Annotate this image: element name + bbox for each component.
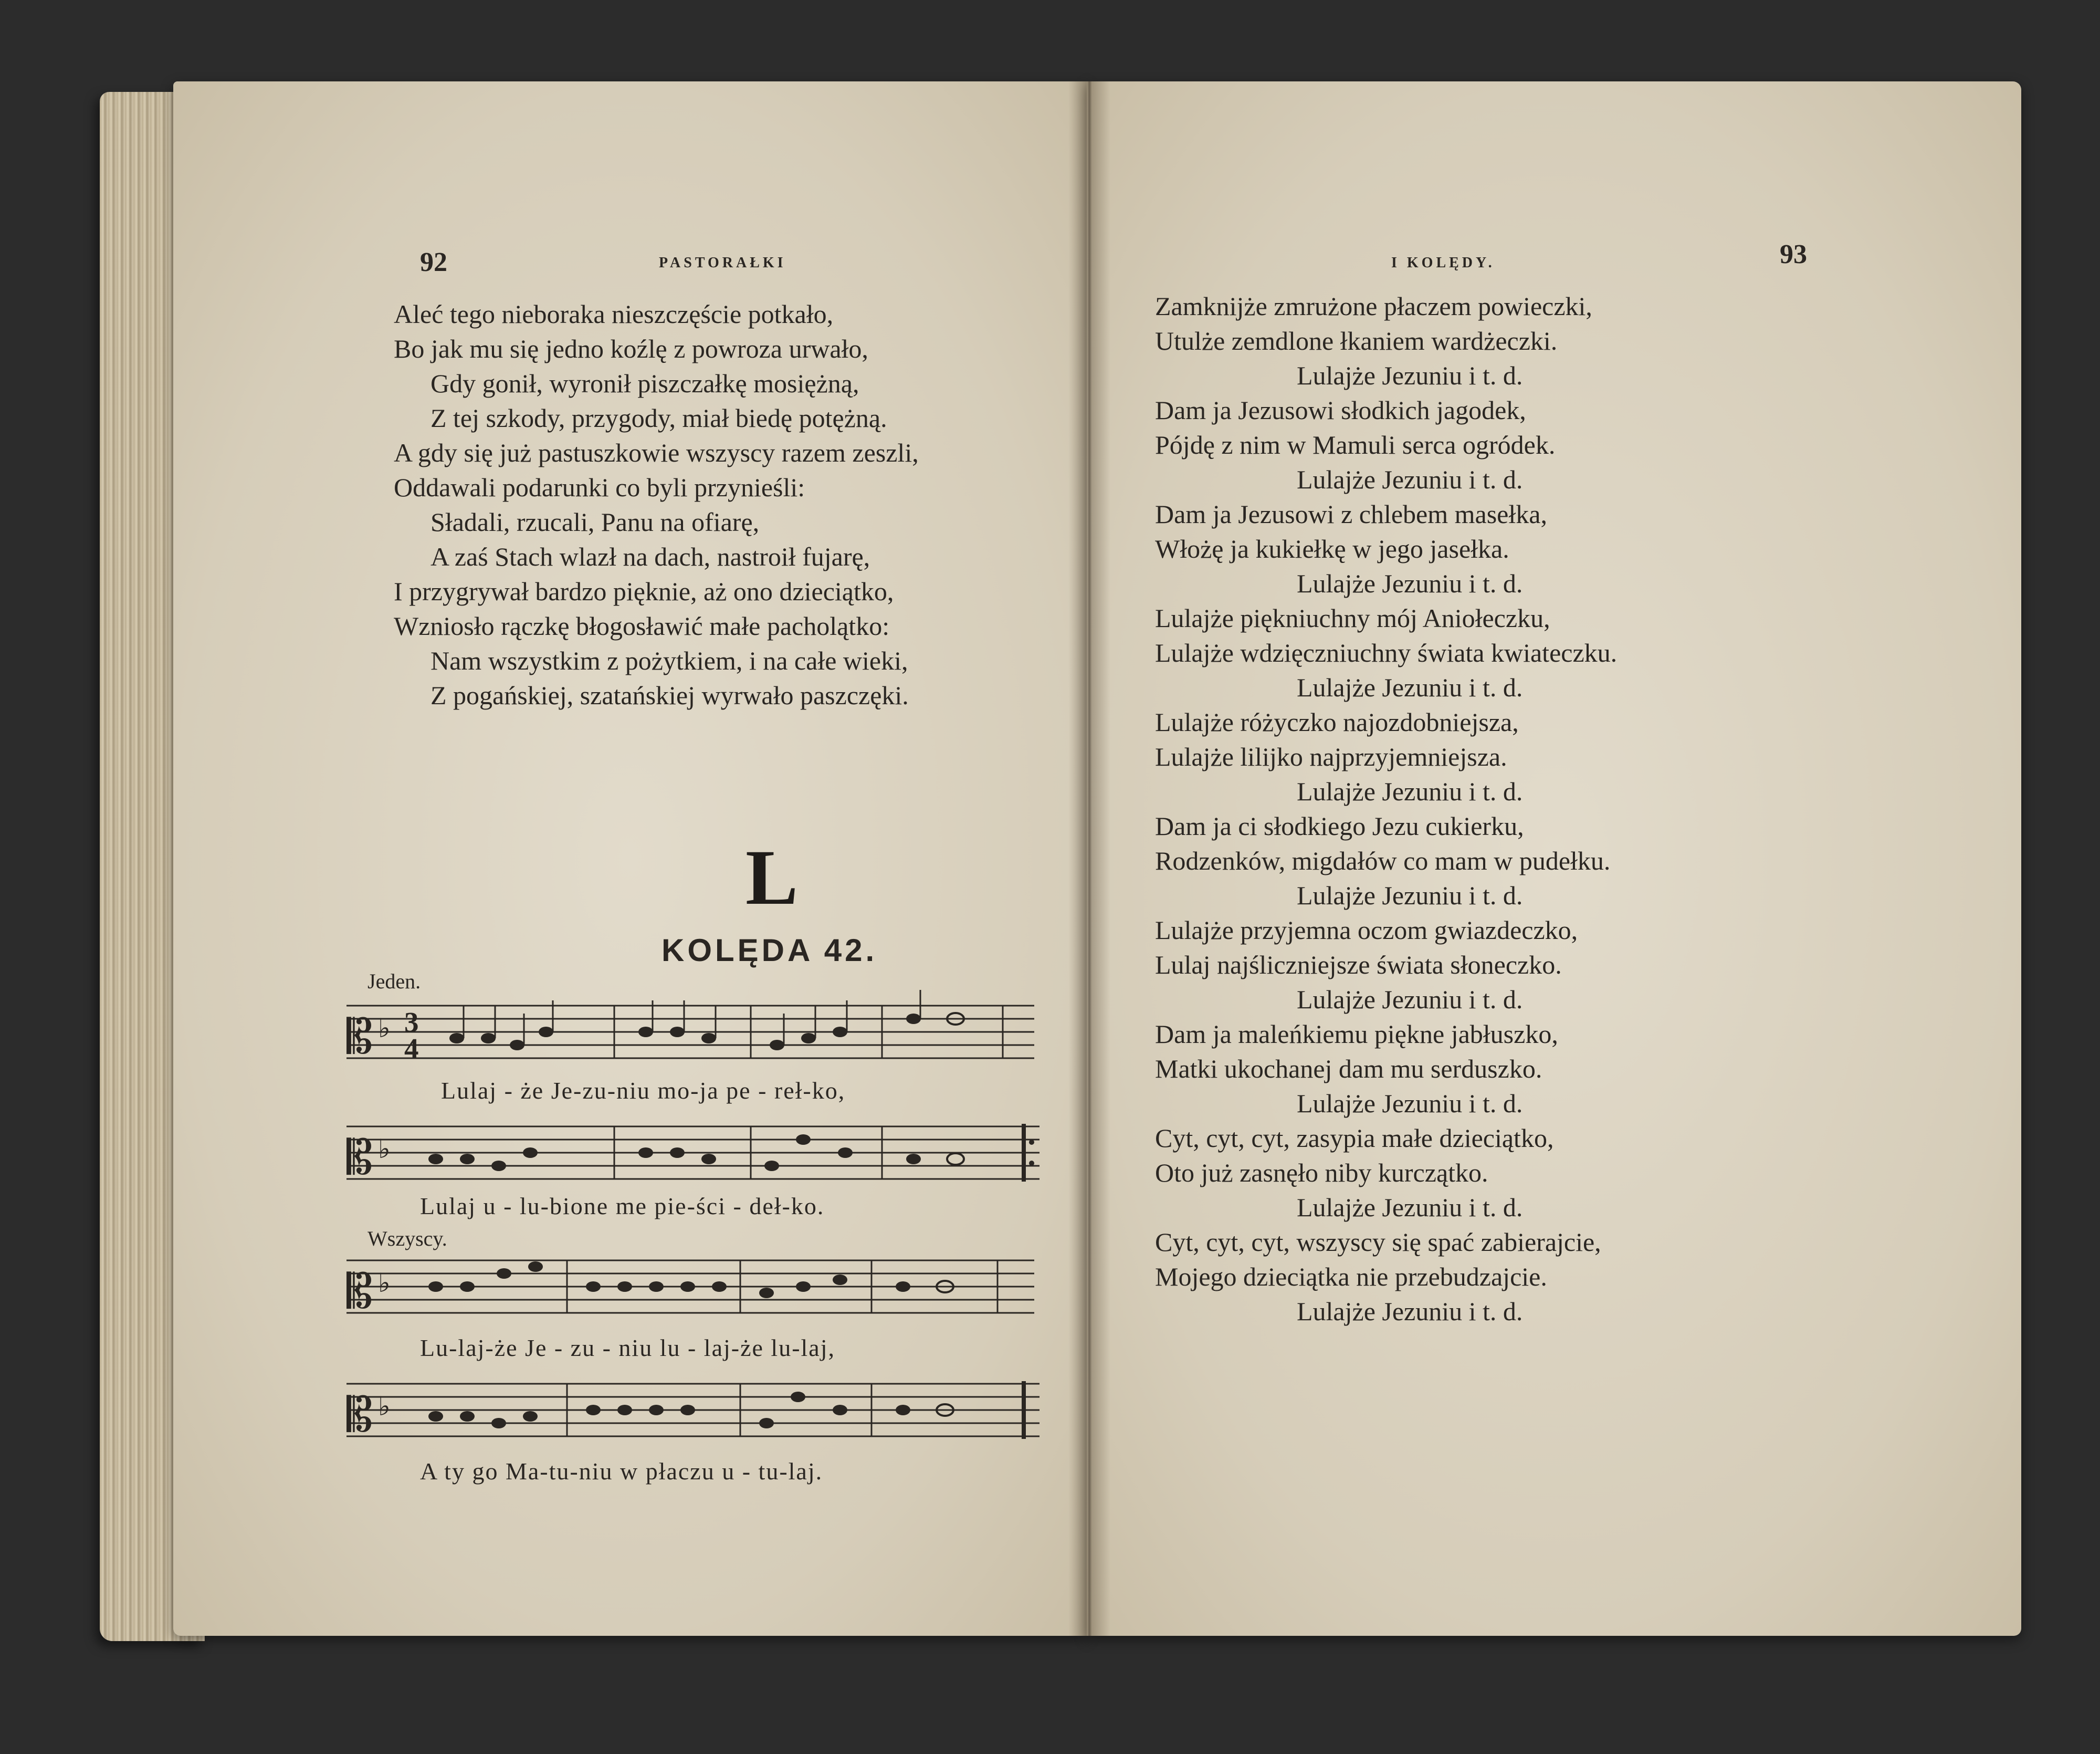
music-lyric-1: Lulaj - że Je-zu-niu mo-ja pe - reł-ko, — [441, 1077, 846, 1104]
verse-line: Dam ja maleńkiemu piękne jabłuszko, — [1155, 1019, 1558, 1049]
music-lyric-4: A ty go Ma-tu-niu w płaczu u - tu-laj. — [420, 1458, 823, 1485]
right-running-head: I KOLĘDY. — [1391, 255, 1495, 271]
voice-label-all: Wszyscy. — [368, 1227, 447, 1250]
left-verse-block — [394, 297, 919, 713]
svg-text:𝄡: 𝄡 — [346, 1009, 373, 1064]
book-gutter — [1068, 81, 1110, 1636]
refrain-line: Lulajże Jezuniu i t. d. — [1297, 777, 1523, 806]
right-verse-block — [1155, 289, 1617, 1329]
voice-label-solo: Jeden. — [368, 969, 421, 993]
verse-line: I przygrywał bardzo pięknie, aż ono dzieciątko, — [394, 577, 894, 606]
verse-line: Pójdę z nim w Mamuli serca ogródek. — [1155, 430, 1556, 460]
refrain-line: Lulajże Jezuniu i t. d. — [1297, 881, 1523, 910]
refrain-line: Lulajże Jezuniu i t. d. — [1297, 361, 1523, 390]
music-lyric-3: Lu-laj-że Je - zu - niu lu - laj-że lu-laj, — [420, 1334, 836, 1361]
refrain-line: Lulajże Jezuniu i t. d. — [1297, 673, 1523, 702]
music-staff-2 — [341, 1111, 1055, 1195]
svg-text:𝄡: 𝄡 — [346, 1264, 373, 1319]
verse-line: Lulajże wdzięczniuchny świata kwiateczku. — [1155, 638, 1618, 667]
verse-line: Oto już zasnęło niby kurczątko. — [1155, 1158, 1488, 1187]
open-book — [100, 76, 2021, 1657]
verse-line: Lulajże lilijko najprzyjemniejsza. — [1155, 742, 1507, 771]
verse-line: Oddawali podarunki co byli przynieśli: — [394, 473, 805, 502]
music-staff-3 — [341, 1245, 1045, 1329]
verse-line: Sładali, rzucali, Panu na ofiarę, — [430, 507, 760, 537]
verse-line: Dam ja ci słodkiego Jezu cukierku, — [1155, 811, 1524, 841]
verse-line: Rodzenków, migdałów co mam w pudełku. — [1155, 846, 1611, 875]
svg-text:♭: ♭ — [378, 1392, 391, 1421]
verse-line: Lulajże piękniuchny mój Aniołeczku, — [1155, 603, 1550, 633]
svg-text:3: 3 — [404, 1006, 419, 1038]
verse-line: Gdy gonił, wyronił piszczałkę mosiężną, — [430, 369, 859, 398]
refrain-line: Lulajże Jezuniu i t. d. — [1297, 985, 1523, 1014]
refrain-line: Lulajże Jezuniu i t. d. — [1297, 1193, 1523, 1222]
left-page — [173, 81, 1087, 1636]
verse-line: Dam ja Jezusowi słodkich jagodek, — [1155, 395, 1526, 425]
left-page-number: 92 — [420, 247, 447, 277]
svg-text:♭: ♭ — [378, 1268, 391, 1298]
svg-text:𝄡: 𝄡 — [346, 1387, 373, 1443]
music-staff-4 — [341, 1368, 1055, 1452]
music-lyric-2: Lulaj u - lu-bione me pie-ści - deł-ko. — [420, 1193, 825, 1219]
refrain-line: Lulajże Jezuniu i t. d. — [1297, 1089, 1523, 1118]
verse-line: Wzniosło rączkę błogosławić małe pacholątko: — [394, 611, 890, 641]
refrain-line: Lulajże Jezuniu i t. d. — [1297, 569, 1523, 598]
verse-line: Lulaj najśliczniejsze świata słoneczko. — [1155, 950, 1562, 979]
right-page-number: 93 — [1780, 239, 1807, 269]
verse-line: Włożę ja kukiełkę w jego jasełka. — [1155, 534, 1509, 563]
music-staff-1 — [341, 990, 1045, 1079]
verse-line: Dam ja Jezusowi z chlebem masełka, — [1155, 499, 1547, 529]
verse-line: Nam wszystkim z pożytkiem, i na całe wieki, — [430, 646, 908, 675]
refrain-line: Lulajże Jezuniu i t. d. — [1297, 465, 1523, 494]
section-numeral: L — [746, 834, 799, 921]
svg-text:4: 4 — [404, 1032, 419, 1064]
verse-line: Lulajże przyjemna oczom gwiazdeczko, — [1155, 915, 1578, 945]
verse-line: A zaś Stach wlazł na dach, nastroił fujarę, — [430, 542, 870, 571]
song-title: KOLĘDA 42. — [662, 933, 878, 968]
svg-text:𝄡: 𝄡 — [346, 1130, 373, 1185]
refrain-line: Lulajże Jezuniu i t. d. — [1297, 1297, 1523, 1326]
svg-text:♭: ♭ — [378, 1134, 391, 1164]
verse-line: Z tej szkody, przygody, miał biedę potężną. — [430, 403, 887, 433]
verse-line: Lulajże różyczko najozdobniejsza, — [1155, 707, 1519, 737]
verse-line: Mojego dzieciątka nie przebudzajcie. — [1155, 1262, 1547, 1291]
verse-line: Bo jak mu się jedno koźlę z powroza urwało, — [394, 334, 868, 363]
verse-line: Cyt, cyt, cyt, wszyscy się spać zabierajcie, — [1155, 1227, 1601, 1257]
left-running-head: PASTORAŁKI — [659, 255, 786, 271]
verse-line: Zamknijże zmrużone płaczem powieczki, — [1155, 291, 1592, 321]
verse-line: Z pogańskiej, szatańskiej wyrwało paszczęki. — [430, 681, 909, 710]
verse-line: A gdy się już pastuszkowie wszyscy razem zeszli, — [394, 438, 919, 467]
verse-line: Aleć tego nieboraka nieszczęście potkało, — [394, 299, 834, 329]
verse-line: Utulże zemdlone łkaniem wardżeczki. — [1155, 326, 1558, 356]
right-page — [1087, 81, 2021, 1636]
verse-line: Matki ukochanej dam mu serduszko. — [1155, 1054, 1542, 1083]
verse-line: Cyt, cyt, cyt, zasypia małe dzieciątko, — [1155, 1123, 1554, 1153]
svg-text:♭: ♭ — [378, 1014, 391, 1043]
